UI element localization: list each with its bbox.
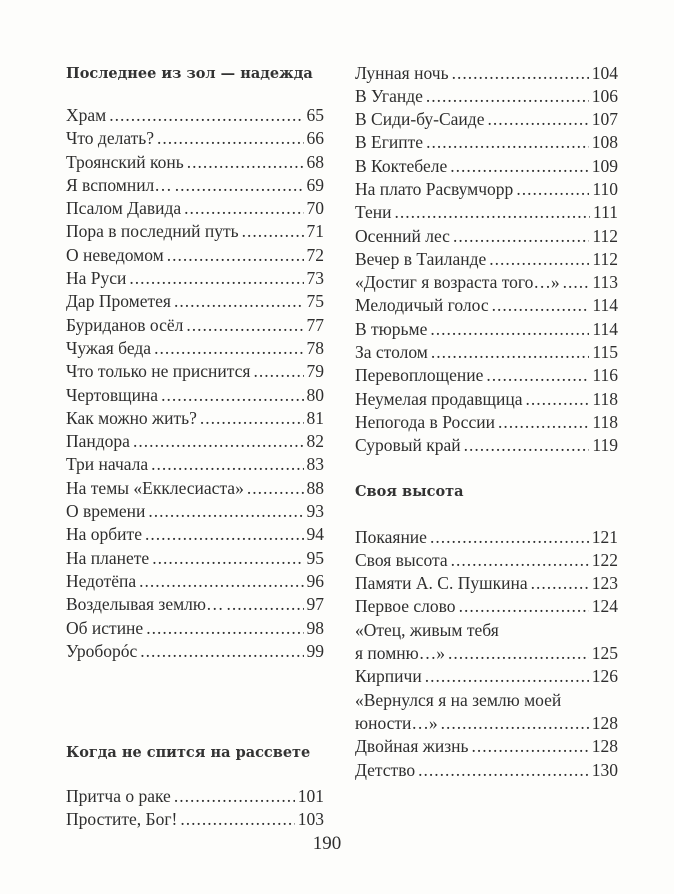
toc-entry	[355, 201, 618, 224]
toc-entry-page: 93	[306, 501, 324, 522]
toc-entry	[66, 500, 324, 523]
toc-entry-page: 101	[297, 786, 324, 807]
dot-leader	[151, 453, 303, 476]
toc-entry-title: На темы «Екклесиаста»	[66, 477, 244, 498]
toc-entry-title: Притча о раке	[66, 786, 171, 807]
dot-leader	[146, 617, 303, 640]
toc-entry	[66, 104, 324, 127]
toc-entry	[66, 453, 324, 476]
dot-leader	[430, 318, 589, 341]
dot-leader	[451, 549, 589, 572]
dot-leader	[430, 526, 589, 549]
dot-leader	[167, 244, 304, 267]
toc-entry-title: В Сиди-бу-Саиде	[355, 109, 485, 130]
toc-entry-title: Простите, Бог!	[66, 809, 178, 830]
toc-entry-page: 116	[592, 365, 618, 386]
toc-entry-title: Первое слово	[355, 596, 456, 617]
toc-entry-title: Дар Прометея	[66, 291, 171, 312]
toc-entry	[66, 360, 324, 383]
toc-entry-page: 111	[593, 202, 618, 223]
dot-leader	[175, 174, 304, 197]
toc-entry-page: 106	[591, 85, 618, 106]
dot-leader	[152, 547, 303, 570]
toc-entry-title: Чертовщина	[66, 384, 159, 405]
toc-entry	[355, 271, 618, 294]
dot-leader	[431, 341, 590, 364]
toc-entry-title: Покаяние	[355, 526, 427, 547]
toc-entry-title: Мелодичый голос	[355, 295, 489, 316]
toc-entry	[355, 642, 618, 665]
toc-entry-title: На планете	[66, 547, 150, 568]
toc-entry-title: Три начала	[66, 454, 149, 475]
dot-leader	[161, 384, 303, 407]
dot-leader	[180, 808, 294, 831]
dot-leader	[133, 430, 304, 453]
toc-entry-title: Осенний лес	[355, 225, 450, 246]
dot-leader	[526, 388, 590, 411]
dot-leader	[145, 523, 304, 546]
dot-leader	[448, 642, 589, 665]
toc-entry-title: Пора в последний путь	[66, 221, 239, 242]
dot-leader	[487, 108, 588, 131]
toc-entry-page: 121	[591, 526, 618, 547]
toc-entry-page: 103	[297, 809, 324, 830]
toc-entry	[355, 434, 618, 457]
dot-leader	[184, 197, 303, 220]
toc-entry	[355, 735, 618, 758]
toc-entry-title: Храм	[66, 105, 107, 125]
toc-entry-page: 114	[592, 295, 618, 316]
toc-entry-title: Как можно жить?	[66, 407, 197, 428]
toc-entry-title: Перевоплощение	[355, 365, 484, 386]
toc-entry	[355, 155, 618, 178]
dot-leader	[139, 570, 303, 593]
toc-entry	[355, 85, 618, 108]
toc-entry	[66, 127, 324, 150]
dot-leader	[253, 360, 303, 383]
toc-entry	[66, 547, 324, 570]
toc-entry	[355, 526, 618, 549]
toc-entry-title: В Уганде	[355, 85, 423, 106]
toc-entry	[66, 151, 324, 174]
toc-entry-title: Что только не приснится	[66, 361, 251, 382]
dot-leader	[395, 201, 591, 224]
toc-entry	[355, 131, 618, 154]
dot-leader	[563, 271, 590, 294]
toc-entry-page: 118	[592, 388, 618, 409]
toc-entry-page: 128	[591, 736, 618, 757]
toc-entry-title: Чужая беда	[66, 337, 152, 358]
toc-entry-title: Кирпичи	[355, 666, 422, 687]
toc-entry-page: 112	[592, 248, 618, 269]
toc-entry-title: За столом	[355, 342, 428, 363]
toc-entry	[355, 178, 618, 201]
toc-left-column	[66, 62, 324, 832]
toc-entry-title: На плато Расвумчорр	[355, 178, 514, 199]
dot-leader	[247, 477, 304, 500]
toc-entry-page: 72	[306, 244, 324, 265]
dot-leader	[516, 178, 589, 201]
toc-entry-page: 123	[591, 573, 618, 594]
toc-entry-page: 107	[591, 109, 618, 130]
toc-entry-title: Суровый край	[355, 435, 461, 456]
toc-entry	[66, 267, 324, 290]
toc-entry-title: Недотёпа	[66, 570, 137, 591]
toc-entry-page: 80	[306, 384, 324, 405]
dot-leader	[453, 225, 589, 248]
toc-entry	[66, 570, 324, 593]
dot-leader	[486, 364, 589, 387]
toc-entry-page: 70	[306, 198, 324, 219]
dot-leader	[174, 785, 295, 808]
toc-entry	[66, 523, 324, 546]
toc-entry-page: 83	[306, 454, 324, 475]
toc-entry	[355, 595, 618, 618]
toc-entry-page: 81	[306, 407, 324, 428]
toc-entry	[355, 712, 618, 735]
dot-leader	[148, 500, 303, 523]
toc-entry-page: 71	[306, 221, 324, 242]
toc-entry	[66, 430, 324, 453]
toc-entry-page: 119	[592, 435, 618, 456]
toc-entry-page: 94	[306, 524, 324, 545]
toc-entry-title: О времени	[66, 501, 146, 522]
toc-entry-page: 66	[306, 128, 324, 149]
toc-entry-page: 88	[306, 477, 324, 498]
dot-leader	[531, 572, 589, 595]
toc-entry-title: Вечер в Таиланде	[355, 248, 487, 269]
toc-entry-title: Тени	[355, 202, 392, 223]
dot-leader	[200, 407, 304, 430]
toc-entry	[355, 572, 618, 595]
toc-entry-title: юности…»	[355, 712, 438, 733]
toc-entry-page: 130	[591, 759, 618, 780]
dot-leader	[418, 759, 589, 782]
toc-entry	[66, 244, 324, 267]
toc-entry-page: 109	[591, 155, 618, 176]
toc-entry-title: В тюрьме	[355, 318, 428, 339]
section-heading: Последнее из зол — надежда	[66, 65, 313, 82]
toc-entry-title: Об истине	[66, 617, 144, 638]
toc-entry-page: 110	[592, 178, 618, 199]
toc-entry-title: Непогода в России	[355, 411, 495, 432]
dot-leader	[498, 411, 589, 434]
toc-entry-page: 124	[591, 596, 618, 617]
dot-leader	[489, 248, 589, 271]
toc-entry	[66, 220, 324, 243]
dot-leader	[425, 665, 589, 688]
dot-leader	[140, 640, 303, 663]
toc-entry	[66, 593, 324, 616]
toc-entry	[66, 337, 324, 360]
toc-entry	[355, 665, 618, 688]
toc-entry-title: Детство	[355, 759, 416, 780]
section-heading: Когда не спится на рассвете	[66, 744, 311, 762]
toc-entry-page: 99	[306, 640, 324, 661]
toc-entry-title: В Коктебеле	[355, 155, 448, 176]
toc-entry-title: Пандора	[66, 431, 130, 452]
toc-entry-title: На Руси	[66, 268, 127, 289]
toc-entry-page: 75	[306, 291, 324, 312]
toc-entry	[66, 785, 324, 808]
toc-entry-page: 115	[592, 342, 618, 363]
toc-entry	[355, 388, 618, 411]
dot-leader	[450, 155, 589, 178]
toc-entry-page: 126	[591, 666, 618, 687]
toc-entry-page: 97	[306, 594, 324, 615]
toc-entry	[66, 197, 324, 220]
toc-entry-title: «Достиг я возраста того…»	[355, 272, 560, 293]
toc-entry-title: Памяти А. С. Пушкина	[355, 573, 528, 594]
dot-leader	[109, 104, 303, 127]
toc-entry-title: Я вспомнил…	[66, 174, 172, 195]
toc-entry-page: 112	[592, 225, 618, 246]
dot-leader	[242, 220, 304, 243]
dot-leader	[157, 127, 303, 150]
toc-entry-page: 68	[306, 151, 324, 172]
dot-leader	[459, 595, 589, 618]
toc-entry	[355, 549, 618, 572]
toc-entry-page: 118	[592, 411, 618, 432]
toc-entry-title: В Египте	[355, 132, 424, 153]
dot-leader	[154, 337, 303, 360]
toc-entry-title: «Вернулся я на землю моей	[355, 689, 562, 710]
toc-entry-title: На орбите	[66, 524, 142, 545]
toc-entry	[355, 318, 618, 341]
toc-entry	[66, 290, 324, 313]
toc-entry	[355, 62, 618, 85]
toc-entry	[66, 314, 324, 337]
toc-entry-page: 69	[306, 174, 324, 195]
toc-entry-page: 96	[306, 570, 324, 591]
toc-entry-page: 108	[591, 132, 618, 153]
toc-entry-title: Буриданов осёл	[66, 314, 184, 335]
dot-leader	[441, 712, 589, 735]
toc-entry-title: Уроборóс	[66, 640, 138, 661]
toc-entry	[66, 407, 324, 430]
toc-entry-title: О неведомом	[66, 244, 164, 265]
toc-entry-page: 114	[592, 318, 618, 339]
toc-entry-title: я помню…»	[355, 643, 445, 664]
dot-leader	[174, 290, 304, 313]
dot-leader	[464, 434, 590, 457]
toc-entry	[66, 174, 324, 197]
toc-entry-page: 104	[591, 62, 618, 83]
dot-leader	[471, 735, 588, 758]
dot-leader	[187, 151, 304, 174]
toc-entry-title: Лунная ночь	[355, 62, 449, 83]
toc-entry-title: Троянский конь	[66, 151, 184, 172]
dot-leader	[129, 267, 303, 290]
dot-leader	[226, 593, 303, 616]
toc-entry-page: 79	[306, 361, 324, 382]
dot-leader	[426, 85, 589, 108]
toc-entry-page: 95	[306, 547, 324, 568]
toc-entry-title: Неумелая продавщица	[355, 388, 523, 409]
toc-entry	[66, 808, 324, 831]
toc-entry-page: 98	[306, 617, 324, 638]
toc-entry-page: 125	[591, 643, 618, 664]
page-number: 190	[312, 833, 342, 854]
toc-entry	[355, 225, 618, 248]
toc-entry-title: Что делать?	[66, 128, 155, 149]
toc-entry-page: 65	[306, 105, 324, 125]
toc-entry-title: Своя высота	[355, 549, 448, 570]
dot-leader	[492, 294, 590, 317]
toc-entry	[66, 477, 324, 500]
toc-entry-page: 78	[306, 337, 324, 358]
toc-entry	[66, 384, 324, 407]
dot-leader	[186, 314, 303, 337]
section-heading: Своя высота	[355, 482, 464, 500]
toc-entry	[66, 617, 324, 640]
toc-entry-page: 122	[591, 549, 618, 570]
toc-entry	[66, 640, 324, 663]
toc-entry	[355, 341, 618, 364]
toc-entry-title: Псалом Давида	[66, 198, 182, 219]
dot-leader	[426, 131, 589, 154]
toc-entry	[355, 294, 618, 317]
toc-entry-page: 77	[306, 314, 324, 335]
dot-leader	[452, 62, 589, 85]
toc-right-column	[355, 62, 618, 782]
toc-entry	[355, 759, 618, 782]
toc-entry-title: «Отец, живым тебя	[355, 619, 499, 640]
toc-entry	[355, 108, 618, 131]
toc-entry	[355, 411, 618, 434]
toc-entry-title: Двойная жизнь	[355, 736, 469, 757]
toc-entry-page: 73	[306, 268, 324, 289]
toc-entry	[355, 364, 618, 387]
toc-entry	[355, 248, 618, 271]
toc-entry-page: 82	[306, 431, 324, 452]
toc-entry-page: 128	[591, 712, 618, 733]
toc-entry-page: 113	[592, 272, 618, 293]
toc-entry-title: Возделывая землю…	[66, 594, 224, 615]
